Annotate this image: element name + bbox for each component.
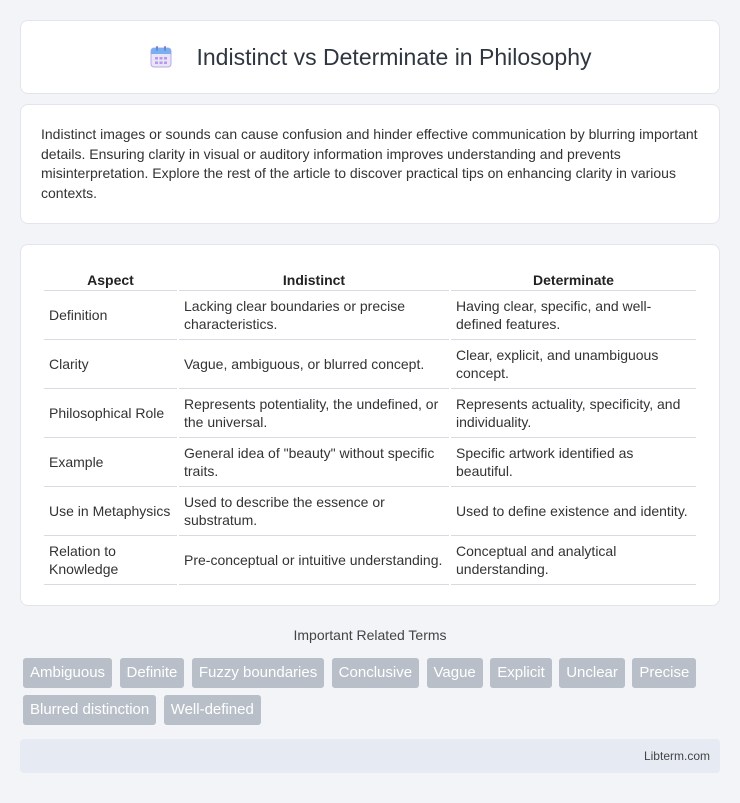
cell-indistinct: General idea of "beauty" without specific traits. bbox=[179, 438, 449, 487]
table-row bbox=[44, 291, 696, 340]
table-row bbox=[44, 340, 696, 389]
cell-determinate: Conceptual and analytical understanding. bbox=[451, 536, 696, 585]
cell-determinate: Specific artwork identified as beautiful. bbox=[451, 438, 696, 487]
cell-aspect: Use in Metaphysics bbox=[44, 487, 177, 536]
term-tag-ambiguous[interactable]: Ambiguous bbox=[23, 658, 112, 688]
cell-indistinct: Pre-conceptual or intuitive understanding. bbox=[179, 536, 449, 585]
cell-determinate: Used to define existence and identity. bbox=[451, 487, 696, 536]
table-row bbox=[44, 487, 696, 536]
term-tag-vague[interactable]: Vague bbox=[427, 658, 483, 688]
related-terms-list bbox=[23, 658, 703, 732]
intro-card bbox=[20, 104, 720, 224]
term-tag-conclusive[interactable]: Conclusive bbox=[332, 658, 419, 688]
cell-indistinct: Represents potentiality, the undefined, or the universal. bbox=[179, 389, 449, 438]
cell-aspect: Example bbox=[44, 438, 177, 487]
term-tag-explicit[interactable]: Explicit bbox=[490, 658, 552, 688]
column-header-determinate: Determinate bbox=[451, 265, 696, 291]
table-row bbox=[44, 389, 696, 438]
column-header-indistinct: Indistinct bbox=[179, 265, 449, 291]
comparison-table-card bbox=[20, 244, 720, 606]
cell-determinate: Represents actuality, specificity, and individuality. bbox=[451, 389, 696, 438]
table-header-row bbox=[44, 265, 696, 291]
cell-aspect: Definition bbox=[44, 291, 177, 340]
term-tag-well-defined[interactable]: Well-defined bbox=[164, 695, 261, 725]
table-row bbox=[44, 536, 696, 585]
cell-aspect: Clarity bbox=[44, 340, 177, 389]
calendar-icon bbox=[148, 44, 174, 70]
header-card bbox=[20, 20, 720, 94]
term-tag-unclear[interactable]: Unclear bbox=[559, 658, 625, 688]
related-terms-heading: Important Related Terms bbox=[293, 627, 447, 643]
cell-indistinct: Vague, ambiguous, or blurred concept. bbox=[179, 340, 449, 389]
table-row bbox=[44, 438, 696, 487]
cell-aspect: Relation to Knowledge bbox=[44, 536, 177, 585]
footer bbox=[20, 739, 720, 773]
footer-site-link[interactable]: Libterm.com bbox=[643, 749, 710, 763]
intro-paragraph: Indistinct images or sounds can cause confusion and hinder effective communication by blurring important details. Ensuring clarity in visual or auditory information improves understanding and prevents misinterpretation. Explore the rest of the article to discover practical tips on enhancing clarity in various contexts. bbox=[41, 126, 698, 201]
page-title: Indistinct vs Determinate in Philosophy bbox=[196, 43, 592, 70]
cell-determinate: Clear, explicit, and unambiguous concept. bbox=[451, 340, 696, 389]
cell-indistinct: Lacking clear boundaries or precise characteristics. bbox=[179, 291, 449, 340]
term-tag-precise[interactable]: Precise bbox=[632, 658, 696, 688]
term-tag-blurred-distinction[interactable]: Blurred distinction bbox=[23, 695, 156, 725]
column-header-aspect: Aspect bbox=[44, 265, 177, 291]
cell-aspect: Philosophical Role bbox=[44, 389, 177, 438]
comparison-table bbox=[42, 265, 698, 585]
term-tag-fuzzy-boundaries[interactable]: Fuzzy boundaries bbox=[192, 658, 324, 688]
term-tag-definite[interactable]: Definite bbox=[120, 658, 185, 688]
cell-determinate: Having clear, specific, and well-defined features. bbox=[451, 291, 696, 340]
cell-indistinct: Used to describe the essence or substratum. bbox=[179, 487, 449, 536]
